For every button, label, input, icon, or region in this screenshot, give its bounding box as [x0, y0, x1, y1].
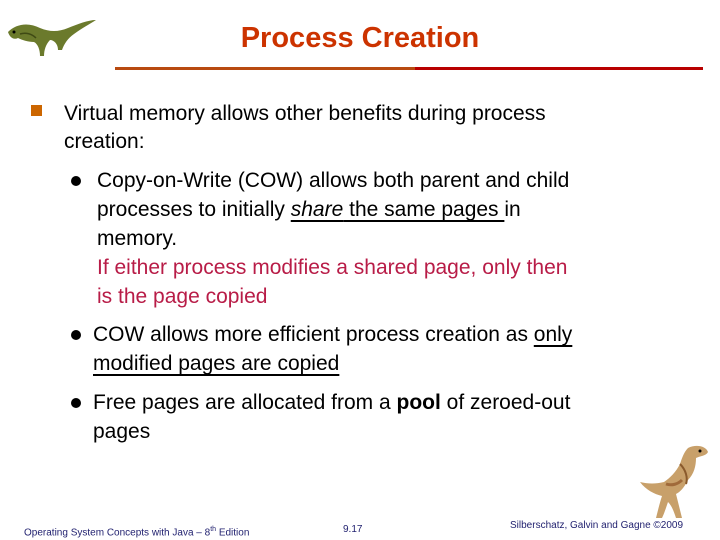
- sub-bullet-1-line5: is the page copied: [97, 285, 268, 308]
- footer-authors: Silberschatz, Galvin and Gagne ©2009: [510, 520, 684, 531]
- sub-bullet-1-line3: memory.: [97, 227, 178, 250]
- slide-title: Process Creation: [240, 22, 480, 54]
- footer-slide-number: 9.17: [343, 524, 363, 535]
- sub-bullet-2-line2: modified pages are copied: [93, 352, 340, 375]
- sub-bullet-1-line2: processes to initially share the same pages in: [97, 198, 521, 221]
- footer-book-title: Operating System Concepts with Java – 8th Edition: [24, 526, 250, 539]
- sub-bullet-1-line1: Copy-on-Write (COW) allows both parent and child: [97, 169, 570, 192]
- main-bullet-line1: Virtual memory allows other benefits during process: [64, 102, 546, 125]
- sub-bullet-2-line1: COW allows more efficient process creation as only: [93, 323, 573, 346]
- sub-bullet-marker-3: [71, 398, 81, 408]
- main-bullet-marker: [31, 105, 42, 116]
- emphasis-share: share: [290, 198, 344, 221]
- sub-bullet-marker-1: [71, 176, 81, 186]
- sub-bullet-marker-2: [71, 330, 81, 340]
- sub-bullet-3-line1: Free pages are allocated from a pool of zeroed-out: [93, 391, 571, 414]
- sub-bullet-1-line4: If either process modifies a shared page, only then: [97, 256, 568, 279]
- sub-bullet-3-line2: pages: [93, 420, 151, 443]
- main-bullet-line2: creation:: [64, 130, 145, 153]
- title-underline: [115, 67, 703, 70]
- emphasis-pool: pool: [396, 391, 441, 414]
- dinosaur-mascot-icon: [636, 440, 712, 520]
